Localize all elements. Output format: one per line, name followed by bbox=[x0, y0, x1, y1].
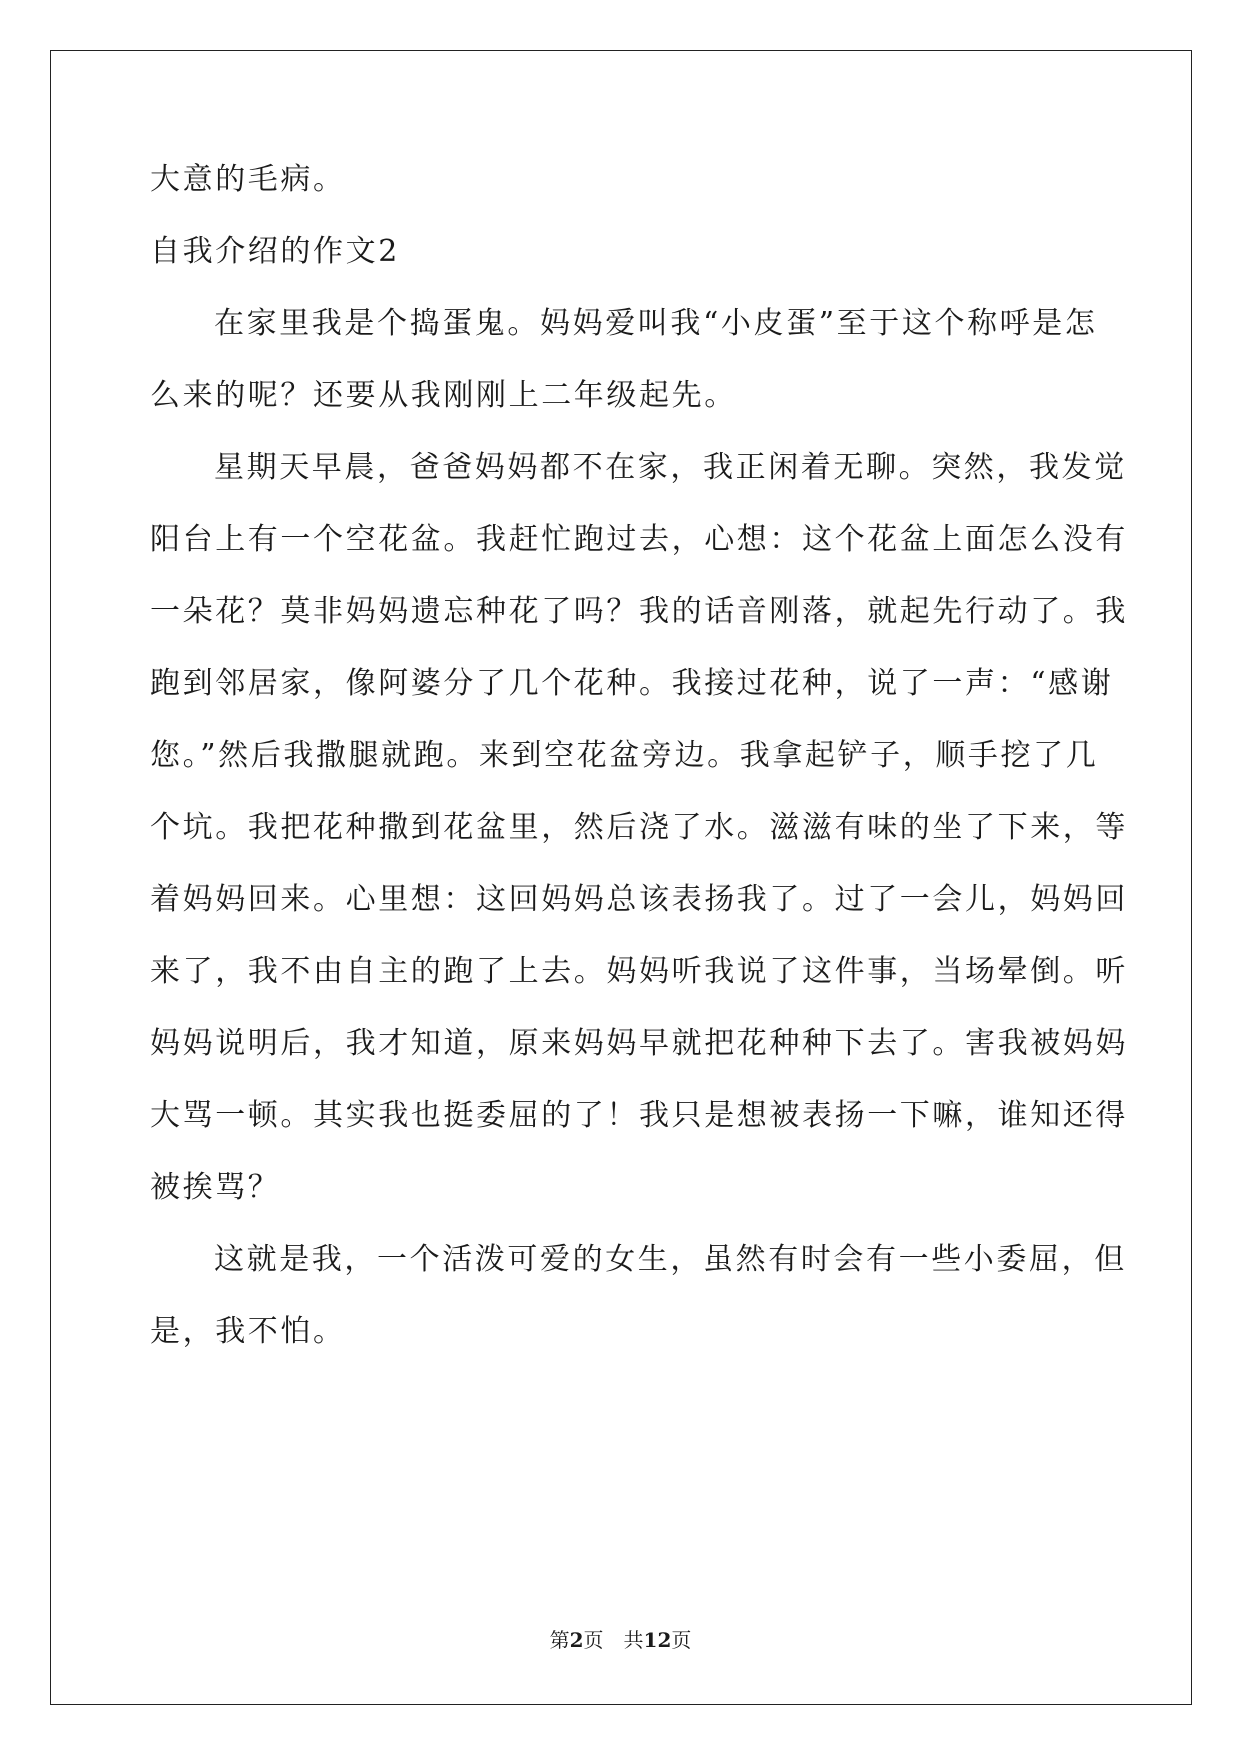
paragraph-line: 来了，我不由自主的跑了上去。妈妈听我说了这件事，当场晕倒。听 bbox=[150, 954, 1128, 989]
paragraph-line: 着妈妈回来。心里想：这回妈妈总该表扬我了。过了一会儿，妈妈回 bbox=[150, 882, 1128, 917]
page-mid: 页 共 bbox=[583, 1628, 644, 1652]
page-prefix: 第 bbox=[549, 1628, 570, 1652]
paragraph-line: 您。”然后我撒腿就跑。来到空花盆旁边。我拿起铲子，顺手挖了几 bbox=[150, 738, 1099, 773]
page-number: 2 bbox=[569, 1628, 584, 1652]
section-heading: 自我介绍的作文2 bbox=[150, 234, 400, 269]
paragraph-line: 被挨骂？ bbox=[150, 1170, 281, 1205]
paragraph-line: 星期天早晨，爸爸妈妈都不在家，我正闲着无聊。突然，我发觉 bbox=[214, 450, 1127, 485]
text-line: 大意的毛病。 bbox=[150, 162, 346, 197]
paragraph-line: 在家里我是个捣蛋鬼。妈妈爱叫我“小皮蛋”至于这个称呼是怎 bbox=[214, 306, 1098, 341]
paragraph-line: 跑到邻居家，像阿婆分了几个花种。我接过花种，说了一声：“感谢 bbox=[150, 666, 1114, 701]
paragraph-line: 么来的呢？还要从我刚刚上二年级起先。 bbox=[150, 378, 737, 413]
paragraph-line: 一朵花？莫非妈妈遗忘种花了吗？我的话音刚落，就起先行动了。我 bbox=[150, 594, 1128, 629]
paragraph-line: 这就是我，一个活泼可爱的女生，虽然有时会有一些小委屈，但 bbox=[214, 1242, 1127, 1277]
paragraph-line: 个坑。我把花种撒到花盆里，然后浇了水。滋滋有味的坐了下来，等 bbox=[150, 810, 1128, 845]
paragraph-line: 妈妈说明后，我才知道，原来妈妈早就把花种种下去了。害我被妈妈 bbox=[150, 1026, 1128, 1061]
paragraph-line: 大骂一顿。其实我也挺委屈的了！我只是想被表扬一下嘛，谁知还得 bbox=[150, 1098, 1128, 1133]
page-border bbox=[50, 50, 1192, 1705]
page-footer bbox=[0, 1628, 1241, 1652]
page-total: 12 bbox=[643, 1628, 672, 1652]
paragraph-line: 阳台上有一个空花盆。我赶忙跑过去，心想：这个花盆上面怎么没有 bbox=[150, 522, 1128, 557]
paragraph-line: 是，我不怕。 bbox=[150, 1314, 346, 1349]
page-suffix: 页 bbox=[671, 1628, 692, 1652]
